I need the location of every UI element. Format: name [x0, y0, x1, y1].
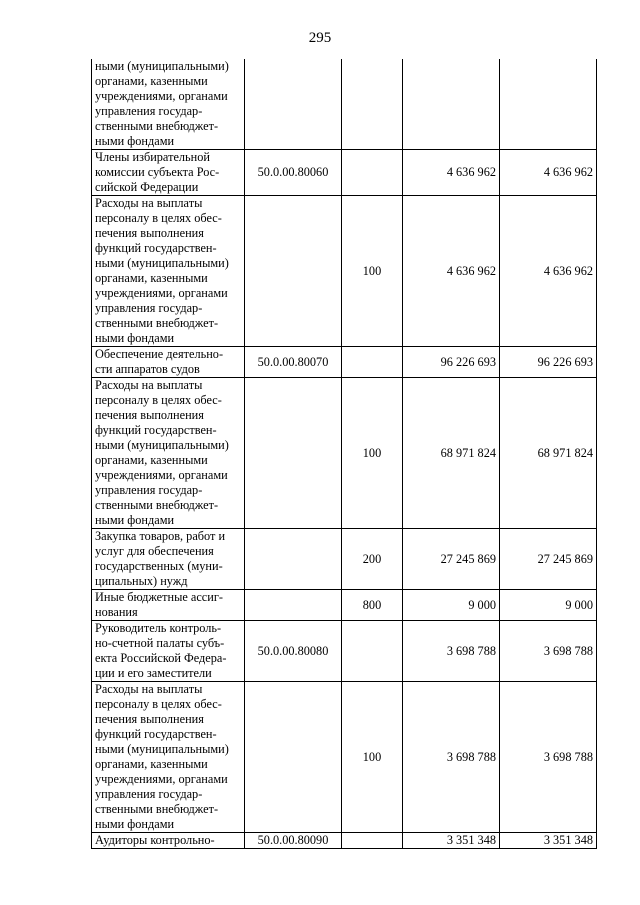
- row-code-cell: [245, 196, 342, 347]
- row-amount-2-cell: 27 245 869: [500, 529, 597, 590]
- table-row: [92, 833, 597, 849]
- table-row: [92, 378, 597, 529]
- row-amount-2-cell: 4 636 962: [500, 150, 597, 196]
- row-amount-1-cell: 4 636 962: [403, 150, 500, 196]
- row-name-cell: Расходы на выплаты персоналу в целях обес- печения выполнения функций государствен- ными (муниципальными) органами, казенными учреждениями, органами управления государ- ственными внебюджет- ными фондами: [92, 196, 245, 347]
- row-expense-type-cell: 200: [342, 529, 403, 590]
- row-amount-2-cell: 3 698 788: [500, 682, 597, 833]
- table-row: [92, 682, 597, 833]
- row-amount-2-cell: 4 636 962: [500, 196, 597, 347]
- row-name-cell: Расходы на выплаты персоналу в целях обес- печения выполнения функций государствен- ными (муниципальными) органами, казенными учреждениями, органами управления государ- ственными внебюджет- ными фондами: [92, 682, 245, 833]
- row-expense-type-cell: [342, 59, 403, 150]
- budget-table-body: [92, 59, 597, 849]
- row-expense-type-cell: 100: [342, 196, 403, 347]
- row-amount-1-cell: [403, 59, 500, 150]
- row-amount-1-cell: 3 698 788: [403, 621, 500, 682]
- row-amount-1-cell: 3 351 348: [403, 833, 500, 849]
- table-row: [92, 150, 597, 196]
- row-name-cell: Закупка товаров, работ и услуг для обеспечения государственных (муни- ципальных) нужд: [92, 529, 245, 590]
- row-expense-type-cell: 100: [342, 378, 403, 529]
- table-row: [92, 347, 597, 378]
- row-code-cell: 50.0.00.80080: [245, 621, 342, 682]
- row-name-cell: ными (муниципальными) органами, казенными учреждениями, органами управления государ- ственными внебюджет- ными фондами: [92, 59, 245, 150]
- row-code-cell: [245, 378, 342, 529]
- row-name-cell: Руководитель контроль- но-счетной палаты субъ- екта Российской Федера- ции и его заместители: [92, 621, 245, 682]
- row-amount-1-cell: 96 226 693: [403, 347, 500, 378]
- row-amount-2-cell: 9 000: [500, 590, 597, 621]
- row-amount-1-cell: 9 000: [403, 590, 500, 621]
- row-name-cell: Обеспечение деятельно- сти аппаратов судов: [92, 347, 245, 378]
- row-amount-2-cell: 96 226 693: [500, 347, 597, 378]
- row-expense-type-cell: 800: [342, 590, 403, 621]
- row-code-cell: [245, 59, 342, 150]
- row-expense-type-cell: [342, 347, 403, 378]
- row-name-cell: Расходы на выплаты персоналу в целях обес- печения выполнения функций государствен- ными (муниципальными) органами, казенными учреждениями, органами управления государ- ственными внебюджет- ными фондами: [92, 378, 245, 529]
- row-code-cell: 50.0.00.80070: [245, 347, 342, 378]
- row-amount-1-cell: 3 698 788: [403, 682, 500, 833]
- table-row: [92, 59, 597, 150]
- table-row: [92, 621, 597, 682]
- row-code-cell: [245, 682, 342, 833]
- row-amount-2-cell: 3 698 788: [500, 621, 597, 682]
- budget-table: [91, 59, 597, 849]
- table-row: [92, 590, 597, 621]
- row-name-cell: Аудиторы контрольно-: [92, 833, 245, 849]
- row-name-cell: Иные бюджетные ассиг- нования: [92, 590, 245, 621]
- page-number: 295: [308, 30, 332, 46]
- row-amount-1-cell: 68 971 824: [403, 378, 500, 529]
- row-expense-type-cell: [342, 833, 403, 849]
- table-row: [92, 196, 597, 347]
- row-amount-1-cell: 27 245 869: [403, 529, 500, 590]
- row-expense-type-cell: [342, 150, 403, 196]
- row-amount-2-cell: 3 351 348: [500, 833, 597, 849]
- row-amount-1-cell: 4 636 962: [403, 196, 500, 347]
- row-code-cell: 50.0.00.80090: [245, 833, 342, 849]
- row-name-cell: Члены избирательной комиссии субъекта Рос- сийской Федерации: [92, 150, 245, 196]
- row-expense-type-cell: [342, 621, 403, 682]
- row-amount-2-cell: 68 971 824: [500, 378, 597, 529]
- row-code-cell: [245, 590, 342, 621]
- row-code-cell: [245, 529, 342, 590]
- table-row: [92, 529, 597, 590]
- row-expense-type-cell: 100: [342, 682, 403, 833]
- row-amount-2-cell: [500, 59, 597, 150]
- row-code-cell: 50.0.00.80060: [245, 150, 342, 196]
